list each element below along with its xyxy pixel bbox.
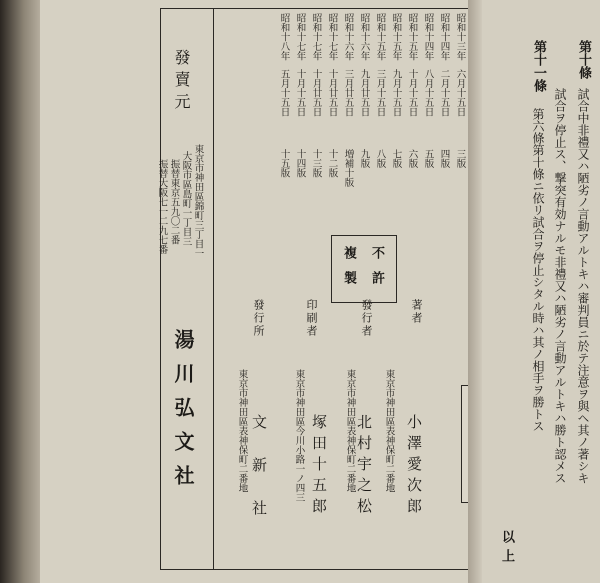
history-date-4: 昭和十四年 [438, 13, 450, 61]
history-edition-8: 八版 [374, 149, 386, 168]
history-day-14: 五月十五日 [278, 69, 290, 117]
article-11-text-2: 第六條第十條ニ依リ試合ヲ停止シタル時ハ其ノ相手ヲ勝トス [531, 108, 545, 432]
article-10-title: 第十條 [576, 40, 591, 79]
history-day-12: 十月廿五日 [310, 69, 322, 117]
colophon-frame [156, 8, 502, 570]
distributor-block [156, 9, 214, 569]
history-edition-6: 六版 [406, 149, 418, 168]
article-11-text: 試合ヲ停止ス、撃突有効ナルモ非禮又ハ陋劣ノ言動アルトキハ勝ト認メス [553, 88, 567, 484]
history-date-5: 昭和十四年 [422, 13, 434, 61]
author-address: 東京市神田區表神保町二番地 [383, 369, 395, 493]
publisher-address: 東京市神田區表神保町二番地 [236, 369, 248, 493]
history-day-11: 十月廿五日 [326, 69, 338, 117]
book-spine-shadow [0, 0, 40, 583]
article-11-title: 第十一條 [531, 40, 546, 92]
history-date-9: 昭和十六年 [358, 13, 370, 61]
colophon-page [40, 0, 468, 583]
history-date-10: 昭和十六年 [342, 13, 354, 61]
history-date-8: 昭和十五年 [374, 13, 386, 61]
history-edition-5: 五版 [422, 149, 434, 168]
printer-label: 印刷者 [305, 299, 318, 338]
issuer-name: 北村宇之松 [355, 414, 373, 519]
history-day-9: 九月廿五日 [358, 69, 370, 117]
end-mark: 以上 [499, 530, 514, 568]
distributor-address-3: 振替東京五九〇二番 [168, 159, 180, 245]
history-edition-11: 十二版 [326, 149, 338, 178]
history-edition-4: 四版 [438, 149, 450, 168]
page-gutter [468, 0, 482, 583]
author-name: 小澤愛次郎 [405, 414, 423, 519]
history-day-10: 三月廿五日 [342, 69, 354, 117]
history-day-5: 八月十五日 [422, 69, 434, 117]
stamp-line-2: 複製 [341, 246, 356, 296]
distributor-title: 發賣元 [172, 49, 191, 115]
history-day-7: 九月十五日 [390, 69, 402, 117]
history-edition-14: 十五版 [278, 149, 290, 178]
issuer-address: 東京市神田區表神保町二番地 [344, 369, 356, 493]
history-edition-13: 十四版 [294, 149, 306, 178]
history-date-11: 昭和十七年 [326, 13, 338, 61]
history-edition-9: 九版 [358, 149, 370, 168]
history-day-13: 十月十五日 [294, 69, 306, 117]
history-date-13: 昭和十七年 [294, 13, 306, 61]
history-date-14: 昭和十八年 [278, 13, 290, 61]
history-edition-10: 増補十版 [342, 149, 354, 187]
history-day-6: 十月十五日 [406, 69, 418, 117]
issuer-label: 發行者 [360, 299, 373, 338]
printer-address: 東京市神田區今川小路一ノ四三 [293, 369, 305, 502]
article-10-text: 試合中非禮又ハ陋劣ノ言動アルトキハ審判員ニ於テ注意ヲ與ヘ其ノ著シキ [576, 88, 590, 484]
printer-name: 塚田十五郎 [310, 414, 328, 519]
edition-history [273, 9, 501, 202]
distributor-address-4: 振替大阪七一二九七番 [156, 159, 168, 254]
distributor-address-1: 東京市神田區錦町三丁目一 [192, 144, 204, 258]
history-day-3: 六月十五日 [454, 69, 466, 117]
history-date-6: 昭和十五年 [406, 13, 418, 61]
history-day-8: 三月十五日 [374, 69, 386, 117]
history-edition-12: 十三版 [310, 149, 322, 178]
publisher-name: 文新社 [250, 414, 268, 543]
history-date-3: 昭和十三年 [454, 13, 466, 61]
rules-page [482, 0, 600, 583]
author-label: 著者 [410, 299, 423, 325]
publisher-label: 發行所 [252, 299, 265, 338]
history-day-4: 二月十五日 [438, 69, 450, 117]
history-edition-7: 七版 [390, 149, 402, 168]
no-reproduction-stamp [331, 235, 397, 303]
distributor-name: 湯川弘文社 [171, 329, 195, 499]
history-date-12: 昭和十七年 [310, 13, 322, 61]
distributor-address-2: 大阪市區島町一丁目三 [180, 151, 192, 246]
history-edition-3: 三版 [454, 149, 466, 168]
history-date-7: 昭和十五年 [390, 13, 402, 61]
stamp-line-1: 不許 [369, 246, 384, 296]
